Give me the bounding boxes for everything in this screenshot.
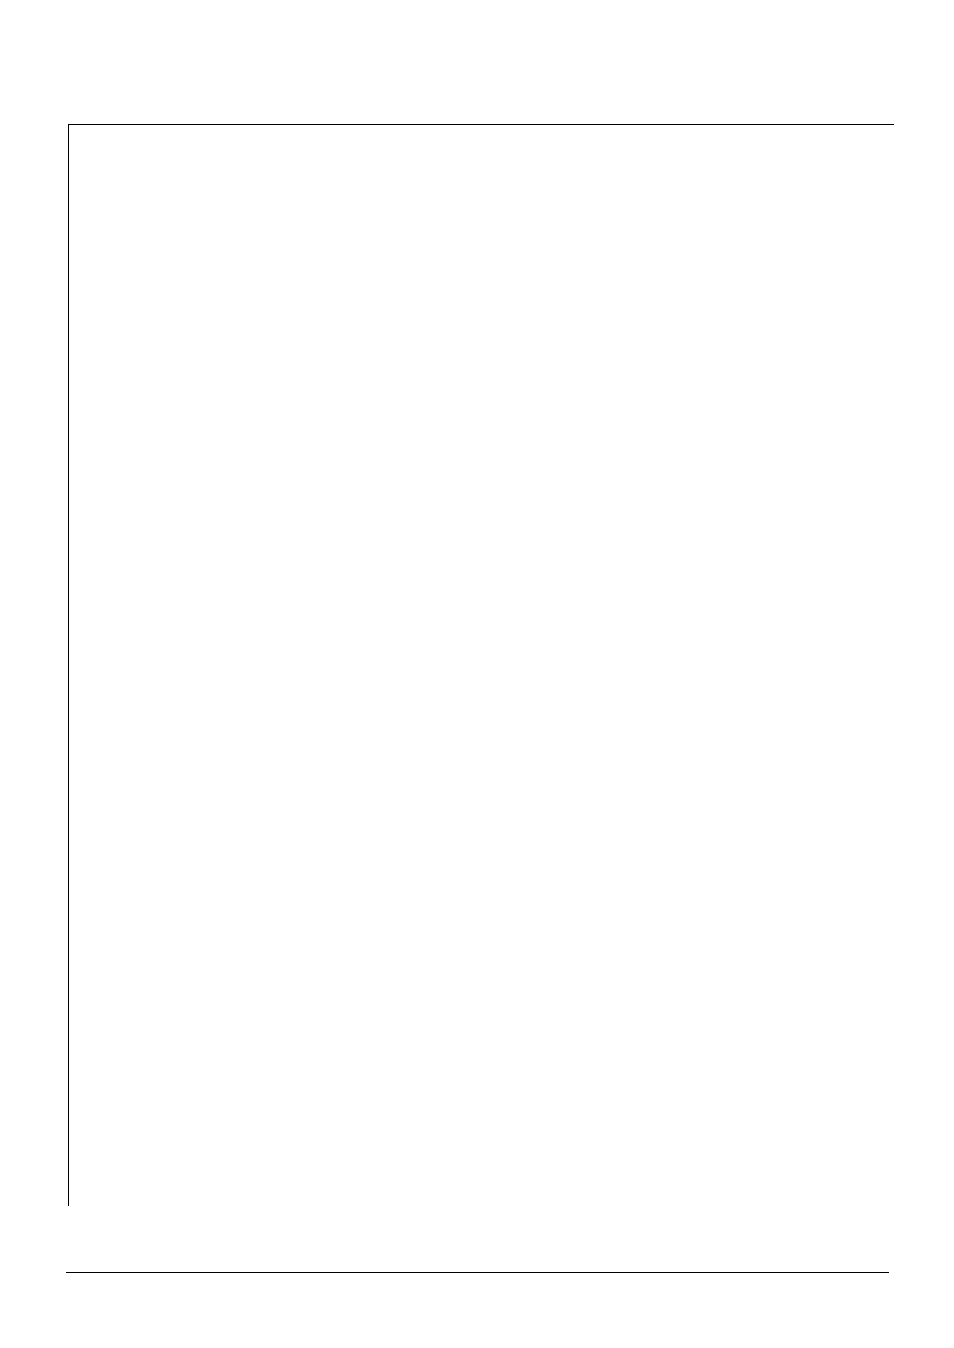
footer-rule bbox=[66, 1272, 889, 1273]
button-function-table bbox=[68, 124, 894, 1206]
